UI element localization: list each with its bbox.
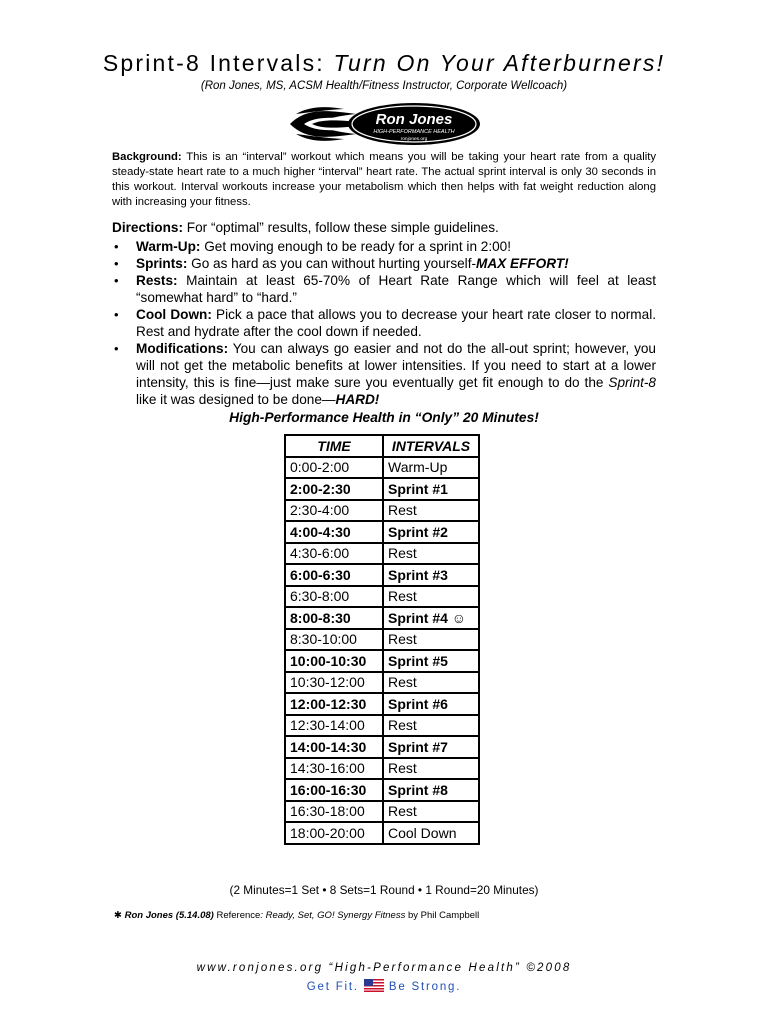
table-row [285,693,479,715]
directions-text: For “optimal” results, follow these simple guidelines. [183,220,499,235]
warmup-label: Warm-Up: [136,239,201,254]
interval-cell: Sprint #5 [383,650,479,672]
table-row [285,457,479,479]
directions-list [112,238,656,408]
table-row [285,758,479,780]
time-cell: 10:30-12:00 [285,672,383,694]
table-row [285,779,479,801]
time-cell: 18:00-20:00 [285,822,383,844]
list-item-modifications [112,340,656,408]
interval-cell: Sprint #3 [383,564,479,586]
modifications-text: You can always go easier and not do the all-out sprint; however, you will not get the metabolic benefits at lower intensities. If you need to start at a lower intensity, this is fine—just make sure you eventually get fit enough to do the [136,341,656,390]
table-row [285,543,479,565]
title-part2: Turn On Your Afterburners! [333,50,666,76]
interval-cell: Rest [383,758,479,780]
slogan-be-strong: Be Strong. [388,981,462,993]
ron-jones-logo [286,100,486,148]
time-cell: 16:00-16:30 [285,779,383,801]
footer-website: www.ronjones.org “High-Performance Health” ©2008 [196,962,572,974]
directions-label: Directions: [112,220,184,235]
slogan-get-fit: Get Fit. [306,981,359,993]
table-row [285,801,479,823]
author-subtitle: (Ron Jones, MS, ACSM Health/Fitness Instructor, Corporate Wellcoach) [200,80,568,92]
interval-cell: Rest [383,586,479,608]
table-row [285,607,479,629]
time-cell: 14:00-14:30 [285,736,383,758]
interval-cell: Sprint #2 [383,521,479,543]
table-row [285,715,479,737]
warmup-text: Get moving enough to be ready for a sprint in 2:00! [200,239,512,254]
time-cell: 2:00-2:30 [285,478,383,500]
interval-cell: Sprint #7 [383,736,479,758]
interval-cell: Rest [383,500,479,522]
reference-title: Ready, Set, GO! Synergy Fitness [265,910,406,921]
reference-label: Reference [213,910,261,921]
table-row [285,564,479,586]
interval-cell: Rest [383,543,479,565]
modifications-label: Modifications: [136,341,229,356]
list-item-sprints [112,255,656,272]
interval-cell: Warm-Up [383,457,479,479]
time-cell: 6:30-8:00 [285,586,383,608]
directions-section [112,219,656,408]
time-cell: 16:30-18:00 [285,801,383,823]
table-row [285,586,479,608]
cooldown-text: Pick a pace that allows you to decrease your heart rate closer to normal. Rest and hydrate after the cool down if needed. [136,307,656,339]
cooldown-label: Cool Down: [136,307,212,322]
table-row [285,822,479,844]
logo-tagline: HIGH-PERFORMANCE HEALTH [373,129,455,135]
time-cell: 4:30-6:00 [285,543,383,565]
time-cell: 6:00-6:30 [285,564,383,586]
round-note: (2 Minutes=1 Set • 8 Sets=1 Round • 1 Round=20 Minutes) [229,883,539,897]
schedule-table [284,434,480,845]
background-paragraph [112,150,656,210]
interval-cell: Cool Down [383,822,479,844]
header-intervals: INTERVALS [383,435,479,457]
table-heading: High-Performance Health in “Only” 20 Minutes! [229,410,539,425]
interval-cell: Sprint #8 [383,779,479,801]
time-cell: 8:30-10:00 [285,629,383,651]
interval-cell: Sprint #4 ☺ [383,607,479,629]
modifications-text2: like it was designed to be done— [136,392,336,407]
sprints-emphasis: MAX EFFORT! [476,256,569,271]
table-row [285,500,479,522]
interval-cell: Sprint #6 [383,693,479,715]
footer-slogan [0,979,768,993]
interval-cell: Rest [383,715,479,737]
sprints-text: Go as hard as you can without hurting yourself- [187,256,477,271]
time-cell: 14:30-16:00 [285,758,383,780]
table-row [285,672,479,694]
table-row [285,629,479,651]
page-title [0,50,768,77]
modifications-emphasis: HARD! [335,392,380,407]
background-label: Background: [112,151,182,163]
list-item-cooldown [112,306,656,340]
us-flag-icon [364,979,384,992]
reference-by: by Phil Campbell [405,910,480,921]
directions-intro [112,219,656,236]
time-cell: 12:00-12:30 [285,693,383,715]
interval-cell: Sprint #1 [383,478,479,500]
table-row [285,650,479,672]
interval-cell: Rest [383,801,479,823]
time-cell: 2:30-4:00 [285,500,383,522]
table-row [285,521,479,543]
schedule-body [285,457,479,844]
title-part1: Sprint-8 Intervals: [102,50,334,76]
list-item-warmup [112,238,656,255]
time-cell: 12:30-14:00 [285,715,383,737]
reference-colon: : [260,910,266,921]
modifications-italic: Sprint-8 [608,375,656,390]
sprints-label: Sprints: [136,256,188,271]
interval-cell: Rest [383,672,479,694]
time-cell: 8:00-8:30 [285,607,383,629]
table-row [285,478,479,500]
time-cell: 10:00-10:30 [285,650,383,672]
table-header-row [285,435,479,457]
table-row [285,736,479,758]
list-item-rests [112,272,656,306]
rests-label: Rests: [136,273,178,288]
background-text: This is an “interval” workout which means you will be taking your heart rate from a quality steady-state heart rate to a much higher “interval” heart rate. The actual sprint interval is only 30 seconds in this workout. Interval workouts increase your metabolism which then helps with fat weight reduction along with increasing your fitness. [112,151,656,208]
rests-text: Maintain at least 65-70% of Heart Rate Range which will feel at least “somewhat hard” to “hard.” [136,273,656,305]
logo-name: Ron Jones [375,111,453,128]
reference-line [114,910,479,921]
header-time: TIME [285,435,383,457]
time-cell: 0:00-2:00 [285,457,383,479]
interval-cell: Rest [383,629,479,651]
time-cell: 4:00-4:30 [285,521,383,543]
reference-author: ✱ Ron Jones (5.14.08) [114,910,214,921]
logo-site: ronjones.org [400,137,428,142]
